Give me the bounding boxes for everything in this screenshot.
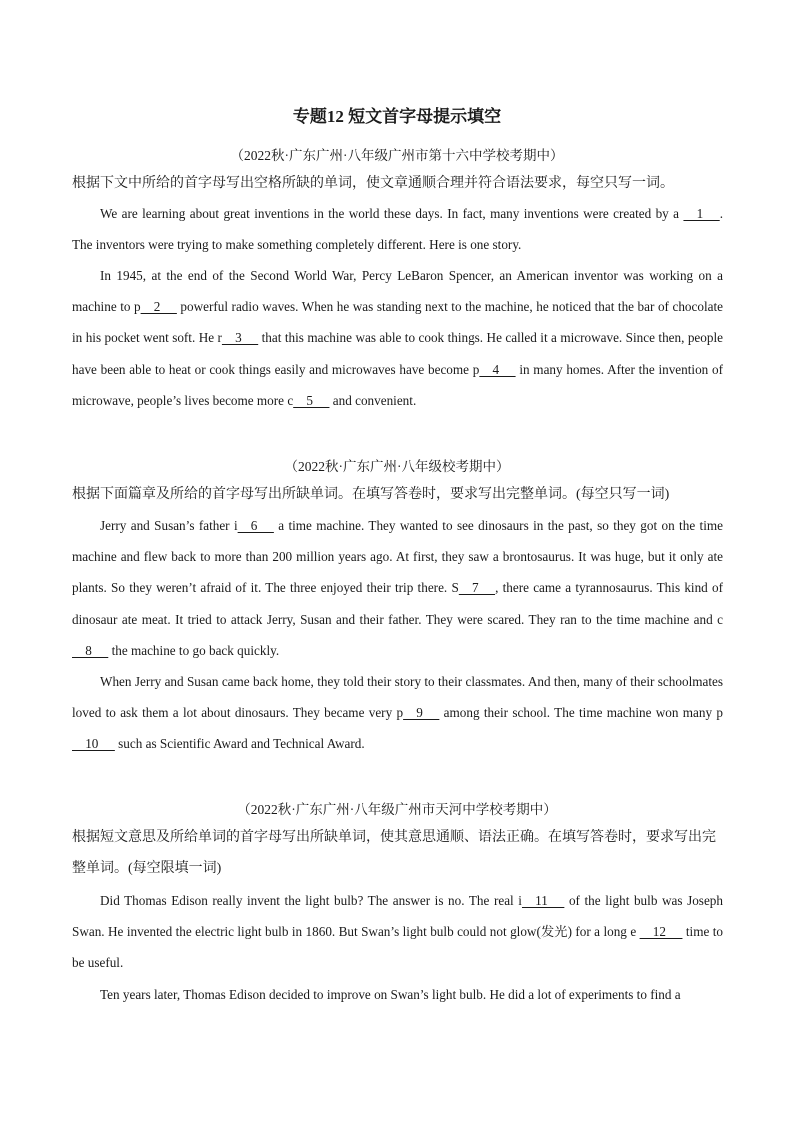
blank-9: 9 bbox=[403, 705, 440, 721]
paragraph-text: among their school. The time machine won many p bbox=[439, 705, 723, 721]
paragraph-text: , there came a tyrannosaurus. This kind of dinosaur ate meat. It tried to attack Jerry, Susan and their father. They were scared. They ran to the time machine and c bbox=[72, 580, 723, 627]
section-2-paragraph-1 bbox=[72, 510, 723, 666]
blank-10: 10 bbox=[72, 736, 115, 752]
paragraph-text: powerful radio waves. When he was standing next to the machine, he noticed that the bar of chocolate in his pocket went soft. He r bbox=[72, 299, 723, 346]
paragraph-text: a time machine. They wanted to see dinosaurs in the past, so they got on the time machine and flew back to more than 200 million years ago. At first, they saw a brontosaurus. It was huge, but it only ate plants. So they weren’t afraid of it. The three enjoyed their trip there. S bbox=[72, 518, 723, 596]
paragraph-text: Ten years later, Thomas Edison decided to improve on Swan’s light bulb. He did a lot of experiments to find a bbox=[100, 987, 681, 1002]
blank-5: 5 bbox=[293, 392, 330, 408]
paragraph-text: . The inventors were trying to make something completely different. Here is one story. bbox=[72, 206, 723, 253]
section-1-paragraph-2 bbox=[72, 260, 723, 416]
paragraph-text: In 1945, at the end of the Second World War, Percy LeBaron Spencer, an American inventor was working on a machine to p bbox=[72, 268, 723, 315]
blank-4: 4 bbox=[479, 361, 516, 377]
paragraph-text: We are learning about great inventions in the world these days. In fact, many inventions were created by a bbox=[100, 206, 684, 221]
section-2-paragraph-2 bbox=[72, 666, 723, 760]
section-1-paragraph-1 bbox=[72, 198, 723, 260]
paragraph-text: time to be useful. bbox=[72, 924, 723, 971]
blank-2: 2 bbox=[140, 299, 177, 315]
section-2-instruction: 根据下面篇章及所给的首字母写出所缺单词。在填写答卷时，要求写出完整单词。(每空只写一词) bbox=[72, 487, 670, 502]
section-1-instruction: 根据下文中所给的首字母写出空格所缺的单词，使文章通顺合理并符合语法要求，每空只写一词。 bbox=[72, 176, 674, 191]
paragraph-text: Did Thomas Edison really invent the light bulb? The answer is no. The real i bbox=[100, 893, 522, 908]
section-1-source: （2022秋·广东广州·八年级广州市第十六中学校考期中） bbox=[230, 148, 564, 163]
blank-12: 12 bbox=[639, 924, 683, 940]
section-3-paragraph-2 bbox=[72, 979, 723, 1010]
paragraph-text: the machine to go back quickly. bbox=[108, 642, 280, 658]
blank-1: 1 bbox=[683, 206, 720, 221]
paragraph-text: and convenient. bbox=[329, 392, 417, 408]
blank-7: 7 bbox=[458, 580, 496, 596]
paragraph-text: that this machine was able to cook things. He called it a microwave. Since then, people have been able to heat or cook things easily and microwaves have become p bbox=[72, 330, 723, 377]
section-3-paragraph-1 bbox=[72, 885, 723, 979]
blank-11: 11 bbox=[521, 893, 565, 908]
blank-6: 6 bbox=[237, 518, 274, 533]
paragraph-text: When Jerry and Susan came back home, they told their story to their classmates. And then, many of their schoolmates loved to ask them a lot about dinosaurs. They became very p bbox=[72, 674, 723, 721]
blank-8: 8 bbox=[72, 642, 109, 658]
section-3-instruction: 根据短文意思及所给单词的首字母写出所缺单词，使其意思通顺、语法正确。在填写答卷时，要求写出完整单词。(每空限填一词) bbox=[72, 830, 716, 876]
paragraph-text: Jerry and Susan’s father i bbox=[100, 518, 238, 533]
paragraph-text: of the light bulb was Joseph Swan. He invented the electric light bulb in 1860. But Swan’s light bulb could not glow(发光) for a long e bbox=[72, 893, 723, 940]
section-2-source: （2022秋·广东广州·八年级校考期中） bbox=[284, 459, 510, 474]
section-3-source: （2022秋·广东广州·八年级广州市天河中学校考期中） bbox=[237, 802, 557, 817]
paragraph-text: such as Scientific Award and Technical Award. bbox=[114, 736, 365, 752]
blank-3: 3 bbox=[221, 330, 259, 346]
page-title: 专题12 短文首字母提示填空 bbox=[292, 107, 502, 126]
paragraph-text: in many homes. After the invention of microwave, people’s lives become more c bbox=[72, 361, 723, 408]
